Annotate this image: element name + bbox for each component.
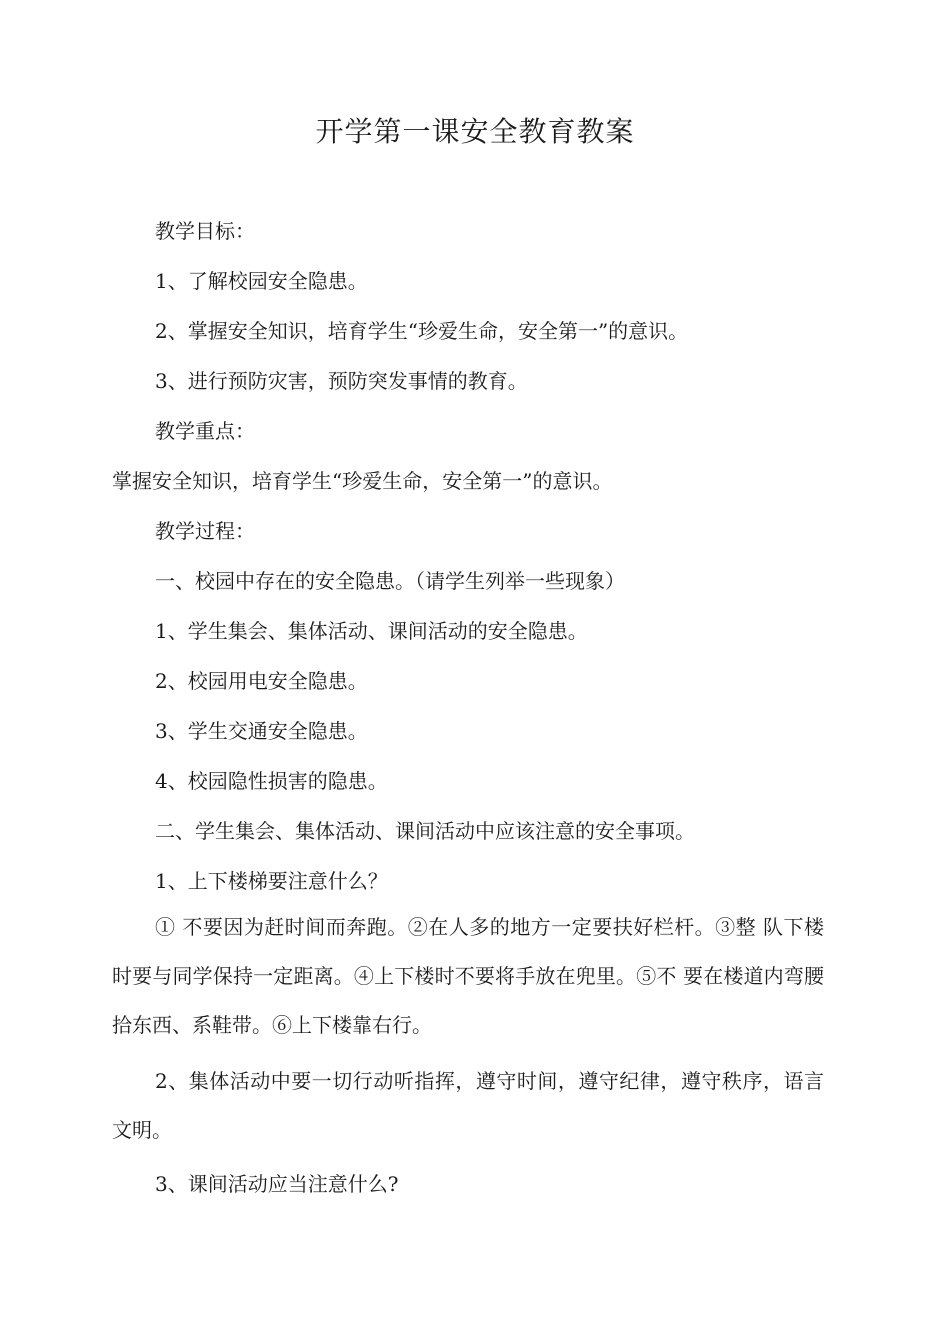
focus-text: 掌握安全知识，培育学生“珍爱生命，安全第一”的意识。 xyxy=(112,469,613,493)
group-activity-paragraph: 2、集体活动中要一切行动听指挥，遵守时间，遵守纪律，遵守秩序，语言文明。 xyxy=(112,1069,824,1142)
hazard-item-1: 1、学生集会、集体活动、课间活动的安全隐患。 xyxy=(155,619,588,643)
document-title: 开学第一课安全教育教案 xyxy=(315,115,635,148)
section-heading-focus: 教学重点： xyxy=(155,419,255,443)
hazard-item-4: 4、校园隐性损害的隐患。 xyxy=(155,769,388,793)
section-heading-goals: 教学目标： xyxy=(155,219,255,243)
hazard-item-3: 3、学生交通安全隐患。 xyxy=(155,719,368,743)
hazard-item-2: 2、校园用电安全隐患。 xyxy=(155,669,368,693)
recess-question: 3、课间活动应当注意什么? xyxy=(155,1172,399,1196)
goal-item-2: 2、掌握安全知识，培育学生“珍爱生命，安全第一”的意识。 xyxy=(155,319,689,343)
process-part-2-heading: 二、学生集会、集体活动、课间活动中应该注意的安全事项。 xyxy=(155,819,695,843)
stairs-question: 1、上下楼梯要注意什么？ xyxy=(155,869,388,893)
process-part-1-heading: 一、校园中存在的安全隐患。（请学生列举一些现象） xyxy=(155,569,625,593)
goal-item-3: 3、进行预防灾害，预防突发事情的教育。 xyxy=(155,369,528,393)
section-heading-process: 教学过程： xyxy=(155,519,255,543)
goal-item-1: 1、了解校园安全隐患。 xyxy=(155,269,368,293)
stairs-rules-paragraph: ① 不要因为赶时间而奔跑。②在人多的地方一定要扶好栏杆。③整 队下楼时要与同学保持一定距离。④上下楼时不要将手放在兜里。⑤不 要在楼道内弯腰拾东西、系鞋带。⑥上下楼靠右行。 xyxy=(112,915,824,1037)
